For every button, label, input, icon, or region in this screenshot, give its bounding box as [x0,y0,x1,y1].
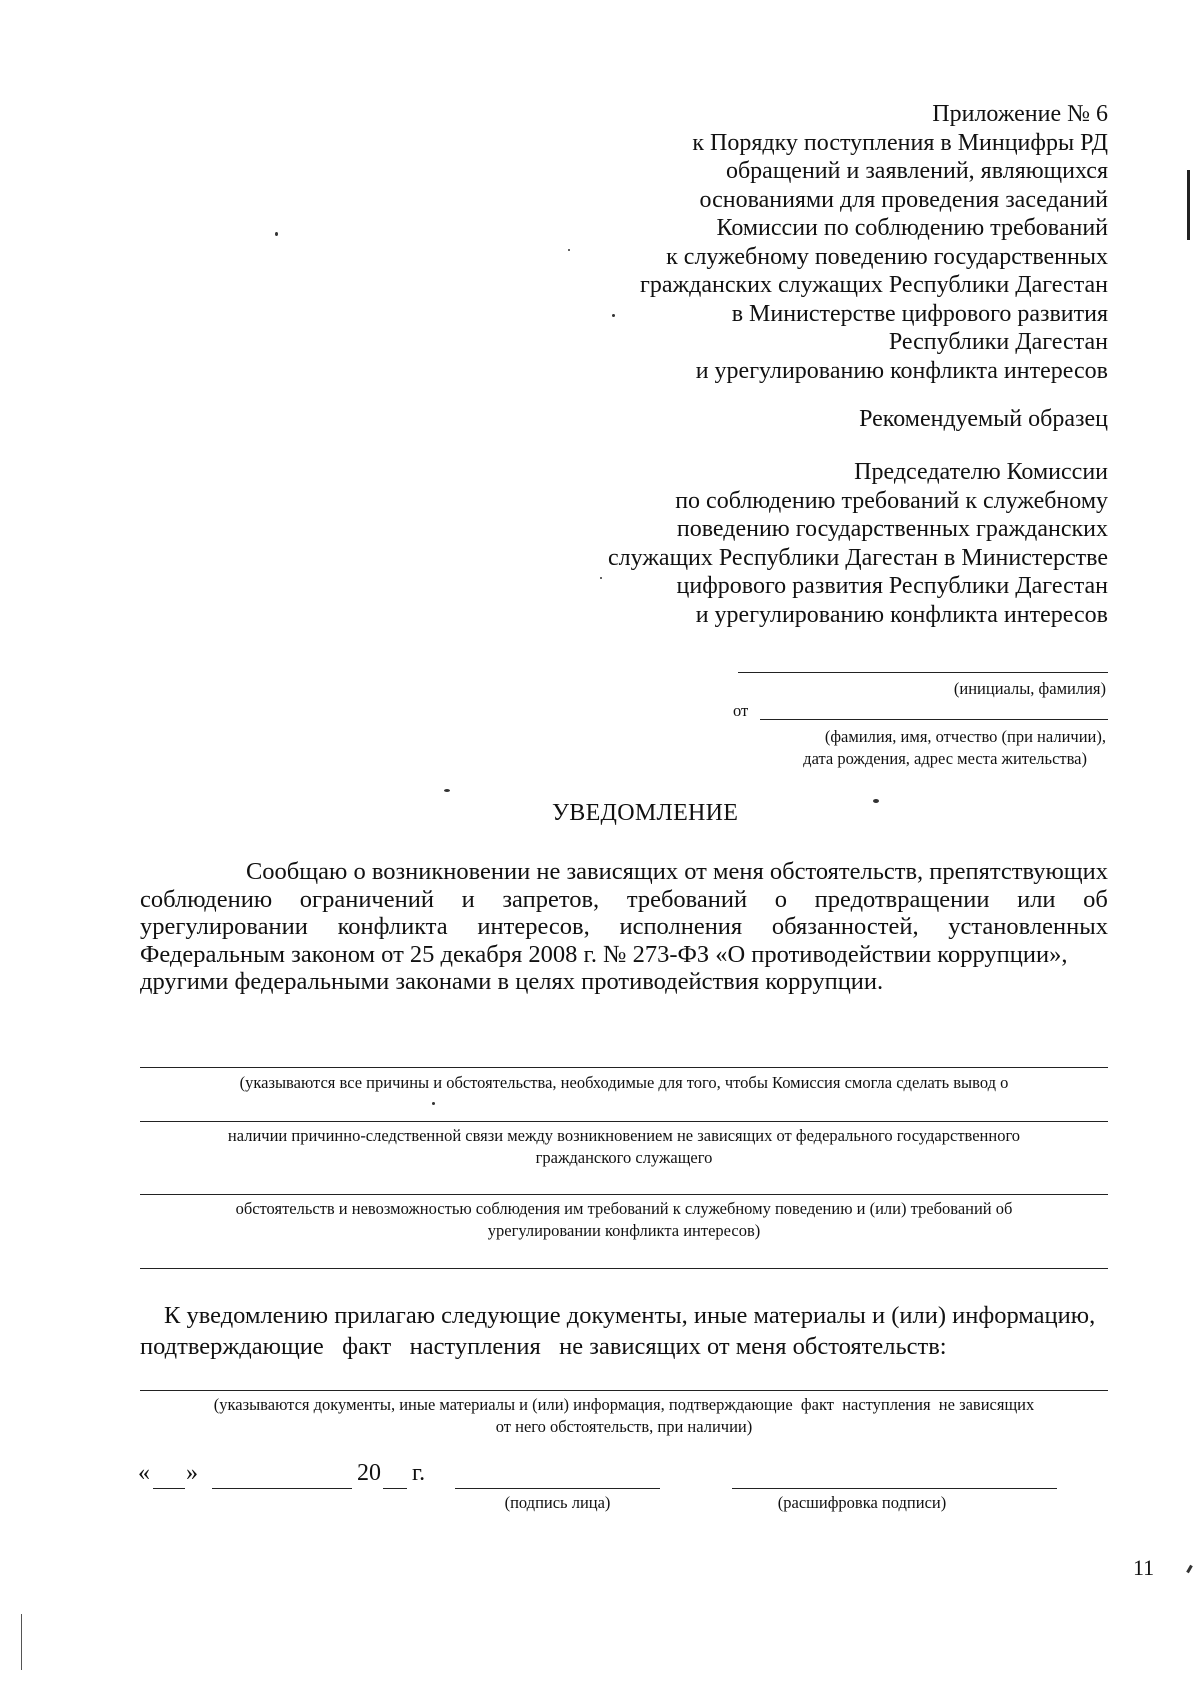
word: урегулировании [140,913,308,940]
addressee-line: служащих Республики Дагестан в Министерстве [608,544,1108,571]
reasons-line-1[interactable] [140,1067,1108,1068]
addressee-line: и урегулированию конфликта интересов [695,601,1108,628]
notice-paragraph [140,858,1108,996]
decoding-line[interactable] [732,1488,1057,1489]
decoding-caption: (расшифровка подписи) [777,1493,947,1512]
word: об [1083,885,1108,913]
attachments-line-2: подтверждающие факт наступления не зависящих от меня обстоятельств: [140,1333,947,1360]
scan-speck [612,314,615,317]
scan-speck [873,799,879,803]
paragraph-line-3 [140,913,1108,941]
addressee-line: по соблюдению требований к служебному [675,487,1108,514]
scan-speck [275,232,278,236]
page-number: 11 [1133,1555,1155,1580]
sender-caption-1: (фамилия, имя, отчество (при наличии), [824,727,1106,746]
word: исполнения [619,913,743,940]
sample-label: Рекомендуемый образец [859,406,1108,432]
appendix-line: в Министерстве цифрового развития [731,300,1108,327]
word: ограничений [299,885,434,913]
word: запретов, [502,885,600,913]
attachments-caption-1: (указываются документы, иные материалы и (или) информация, подтверждающие факт наступления не зависящих [213,1395,1035,1414]
scan-speck [444,789,450,792]
addressee-line: Председателю Комиссии [854,459,1108,485]
scan-edge-mark [21,1614,22,1670]
word: обязанностей, [771,913,919,940]
paragraph-line-2 [140,886,1108,914]
initials-line[interactable] [738,672,1108,673]
sender-caption-2: дата рождения, адрес места жительства) [803,749,1087,768]
paragraph-line-1: Сообщаю о возникновении не зависящих от меня обстоятельств, препятствующих [245,858,1108,885]
month-line[interactable] [212,1488,352,1489]
scan-edge-mark [1186,1565,1193,1573]
attachments-caption-2: от него обстоятельств, при наличии) [495,1417,753,1436]
quote-close: » [186,1460,198,1486]
scan-speck [568,249,570,251]
year-suffix: г. [412,1460,426,1486]
appendix-line: основаниями для проведения заседаний [699,186,1108,213]
appendix-line: к Порядку поступления в Минцифры РД [692,129,1108,156]
attachments-line-1: К уведомлению прилагаю следующие документы, иные материалы и (или) информацию, [164,1302,1096,1329]
appendix-line: Комиссии по соблюдению требований [716,215,1108,241]
reasons-caption-2a: наличии причинно-следственной связи между возникновением не зависящих от федерального государственного [227,1126,1021,1145]
word: конфликта [337,913,448,940]
year-prefix: 20 [357,1460,381,1486]
reasons-caption-2b: гражданского служащего [535,1148,713,1167]
word: интересов, [477,913,590,940]
word: предотвращении [814,885,990,913]
appendix-line: гражданских служащих Республики Дагестан [640,272,1108,298]
signature-caption: (подпись лица) [504,1493,611,1512]
addressee-line: поведению государственных гражданских [676,516,1108,542]
reasons-line-3[interactable] [140,1194,1108,1195]
word: требований [626,885,748,913]
signature-line[interactable] [455,1488,660,1489]
word: установленных [948,913,1108,940]
appendix-line: и урегулированию конфликта интересов [695,357,1108,384]
reasons-line-2[interactable] [140,1121,1108,1122]
reasons-line-4[interactable] [140,1268,1108,1269]
paragraph-line-5: другими федеральными законами в целях противодействия коррупции. [140,968,884,995]
addressee-block [608,458,1108,629]
reasons-caption-3b: урегулировании конфликта интересов) [487,1221,761,1240]
year-line[interactable] [383,1488,407,1489]
paragraph-line-4: Федеральным законом от 25 декабря 2008 г. № 273-ФЗ «О противодействии коррупции», [140,940,1068,968]
initials-caption: (инициалы, фамилия) [953,679,1106,698]
from-label: от [733,701,749,720]
attachments-line[interactable] [140,1390,1108,1391]
appendix-header [640,100,1108,385]
scan-speck [600,577,602,579]
document-title: УВЕДОМЛЕНИЕ [552,800,739,826]
word: о [774,885,788,913]
appendix-line: обращений и заявлений, являющихся [725,158,1108,184]
word: или [1017,885,1056,913]
day-line[interactable] [153,1488,185,1489]
quote-open: « [138,1460,150,1486]
word: соблюдению [140,885,273,913]
addressee-line: цифрового развития Республики Дагестан [676,573,1108,599]
scan-edge-mark [1187,170,1190,240]
scan-speck [432,1102,435,1105]
sender-line[interactable] [760,719,1108,720]
word: и [461,885,475,913]
appendix-line: к служебному поведению государственных [666,243,1108,270]
appendix-line: Республики Дагестан [888,329,1108,355]
appendix-line: Приложение № 6 [932,101,1108,127]
reasons-caption-1: (указываются все причины и обстоятельства, необходимые для того, чтобы Комиссия смогла сделать вывод о [239,1073,1009,1092]
reasons-caption-3a: обстоятельств и невозможностью соблюдения им требований к служебному поведению и (или) требований об [235,1199,1013,1218]
